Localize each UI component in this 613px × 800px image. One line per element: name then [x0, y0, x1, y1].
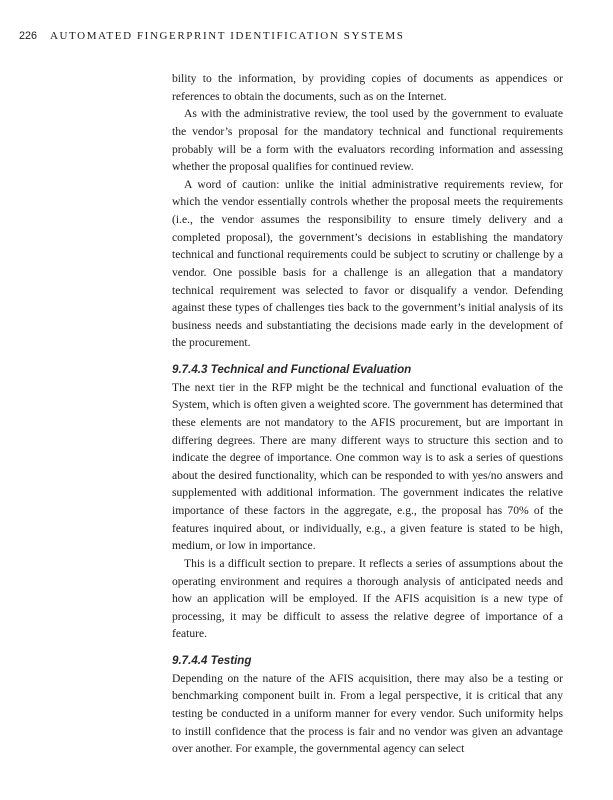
paragraph: This is a difficult section to prepare. It reflects a series of assumptions about the operating environment and requires a thorough analysis of anticipated needs and how an application will be employed. If the AFIS acquisition is a new type of processing, it may be difficult to assess the relative degree of importance of a feature. [172, 556, 563, 641]
section-heading: 9.7.4.3 Technical and Functional Evaluation [172, 363, 412, 376]
page-number: 226 [19, 30, 38, 42]
paragraph: bility to the information, by providing copies of documents as appendices or references to obtain the documents, such as on the Internet. [172, 72, 563, 103]
section-heading: 9.7.4.4 Testing [172, 654, 252, 667]
running-head [19, 29, 404, 44]
section-gap [172, 352, 563, 361]
paragraph: As with the administrative review, the tool used by the government to evaluate the vendor’s proposal for the mandatory technical and functional requirements probably will be a form with the evaluators recording information and assessing whether the proposal qualifies for continued review. [172, 107, 563, 174]
paragraph: Depending on the nature of the AFIS acquisition, there may also be a testing or benchmarking component built in. From a legal perspective, it is critical that any testing be conducted in a uniform manner for every vendor. Such uniformity helps to instill confidence that the process is fair and no vendor was given an advantage over another. For example, the governmental agency can select [172, 671, 563, 756]
section-gap [172, 643, 563, 652]
paragraph: A word of caution: unlike the initial administrative requirements review, for which the vendor essentially controls whether the proposal meets the requirements (i.e., the vendor assumes the responsibility to ensure timely delivery and a completed proposal), the government’s decisions in establishing the mandatory technical and functional requirements could be subject to scrutiny or challenge by a vendor. One possible basis for a challenge is an allegation that a mandatory technical requirement was selected to favor or disqualify a vendor. Defending against these types of challenges ties back to the government’s initial analysis of its business needs and substantiating the decisions made early in the development of the procurement. [172, 177, 563, 350]
running-title: AUTOMATED FINGERPRINT IDENTIFICATION SYSTEMS [49, 30, 405, 42]
paragraph: The next tier in the RFP might be the technical and functional evaluation of the System, which is often given a weighted score. The government has determined that these elements are not mandatory to the AFIS procurement, but are important in differing degrees. There are many different ways to structure this section and to indicate the degree of importance. One common way is to ask a series of questions about the desired functionality, which can be responded to with yes/no answers and supplemented with additional information. The government indicates the relative importance of these factors in the aggregate, e.g., the proposal has 70% of the features inquired about, or individually, e.g., a given feature is stated to be high, medium, or low in importance. [172, 380, 563, 553]
body-text [172, 70, 563, 758]
